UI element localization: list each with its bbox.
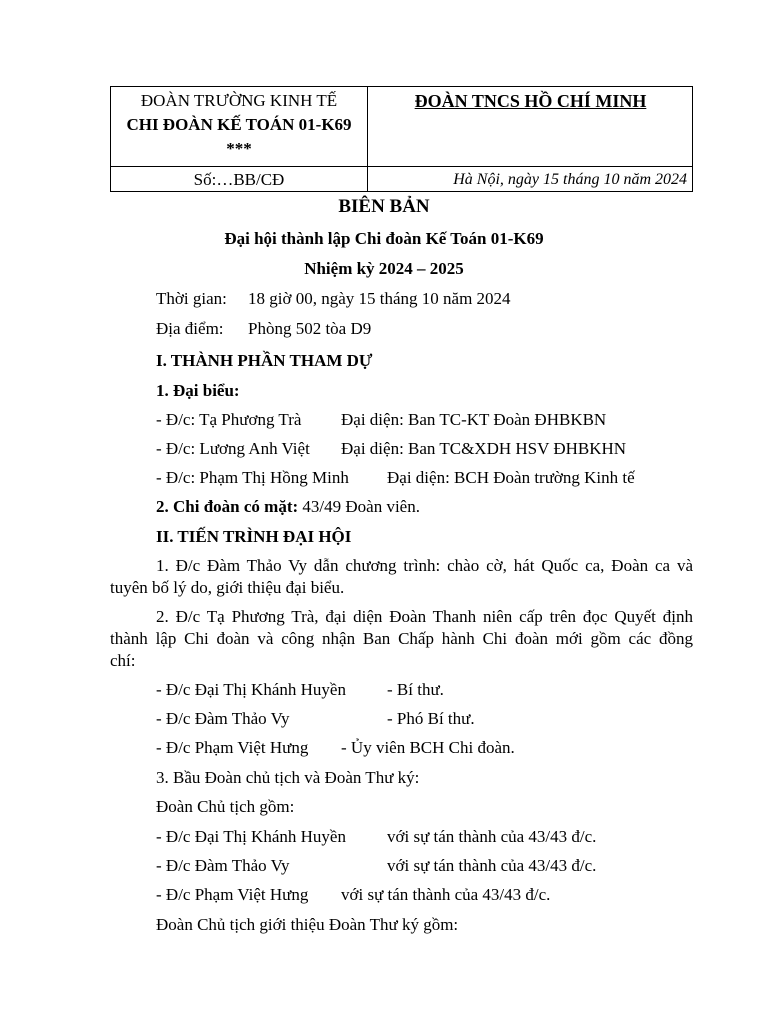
delegate-name: - Đ/c: Phạm Thị Hồng Minh (156, 468, 349, 487)
presidium-label: Đoàn Chủ tịch gồm: (156, 797, 295, 816)
doc-subtitle-2: Nhiệm kỳ 2024 – 2025 (304, 259, 464, 278)
committee-role: - Ủy viên BCH Chi đoàn. (341, 738, 515, 757)
item2-line1: 2. Đ/c Tạ Phương Trà, đại diện Đoàn Thanh niên cấp trên đọc Quyết định (156, 607, 693, 626)
attendance-value: 43/49 Đoàn viên. (298, 497, 420, 516)
section1-heading: I. THÀNH PHẦN THAM DỰ (156, 351, 373, 370)
item2-line3: chí: (110, 651, 136, 670)
org-name-line1: ĐOÀN TRƯỜNG KINH TẾ (140, 91, 338, 110)
item3: 3. Bầu Đoàn chủ tịch và Đoàn Thư ký: (156, 768, 420, 787)
org-stars: *** (226, 139, 252, 158)
place-label: Địa điểm: (156, 319, 224, 338)
committee-name: - Đ/c Phạm Việt Hưng (156, 738, 309, 757)
header-divider-horizontal (111, 166, 692, 167)
delegates-heading: 1. Đại biểu: (156, 381, 240, 400)
attendance-label: 2. Chi đoàn có mặt: (156, 497, 299, 516)
committee-role: - Bí thư. (387, 680, 444, 699)
doc-title: BIÊN BẢN (338, 196, 430, 217)
time-label: Thời gian: (156, 289, 227, 308)
union-title (369, 91, 692, 111)
union-title-text: ĐOÀN TNCS HỒ CHÍ MINH (414, 91, 647, 111)
delegate-name: - Đ/c: Tạ Phương Trà (156, 410, 302, 429)
presidium-name: - Đ/c Phạm Việt Hưng (156, 885, 309, 904)
item1-line2: tuyên bố lý do, giới thiệu đại biểu. (110, 578, 345, 597)
committee-name: - Đ/c Đại Thị Khánh Huyền (156, 680, 346, 699)
place-value: Phòng 502 tòa D9 (248, 319, 372, 338)
committee-name: - Đ/c Đàm Thảo Vy (156, 709, 290, 728)
item1-line1: 1. Đ/c Đàm Thảo Vy dẫn chương trình: chào cờ, hát Quốc ca, Đoàn ca và (156, 556, 693, 575)
section2-heading: II. TIẾN TRÌNH ĐẠI HỘI (156, 527, 352, 546)
attendance (156, 497, 420, 517)
item2-line2: thành lập Chi đoàn và công nhận Ban Chấp hành Chi đoàn mới gồm các đồng (110, 629, 693, 648)
place-date: Hà Nội, ngày 15 tháng 10 năm 2024 (453, 171, 687, 188)
doc-number: Số:…BB/CĐ (193, 170, 285, 189)
time-value: 18 giờ 00, ngày 15 tháng 10 năm 2024 (248, 289, 511, 308)
presidium-vote: với sự tán thành của 43/43 đ/c. (387, 827, 597, 846)
committee-role: - Phó Bí thư. (387, 709, 475, 728)
presidium-name: - Đ/c Đàm Thảo Vy (156, 856, 290, 875)
presidium-vote: với sự tán thành của 43/43 đ/c. (387, 856, 597, 875)
doc-subtitle-1: Đại hội thành lập Chi đoàn Kế Toán 01-K69 (224, 229, 544, 248)
org-name-line2: CHI ĐOÀN KẾ TOÁN 01-K69 (126, 115, 352, 134)
header-table (110, 86, 693, 192)
delegate-role: Đại diện: Ban TC-KT Đoàn ĐHBKBN (341, 410, 607, 429)
header-divider-vertical (367, 87, 368, 191)
presidium-name: - Đ/c Đại Thị Khánh Huyền (156, 827, 346, 846)
delegate-role: Đại diện: Ban TC&XDH HSV ĐHBKHN (341, 439, 627, 458)
delegate-role: Đại diện: BCH Đoàn trường Kinh tế (387, 468, 635, 487)
delegate-name: - Đ/c: Lương Anh Việt (156, 439, 310, 458)
secretariat-intro: Đoàn Chủ tịch giới thiệu Đoàn Thư ký gồm: (156, 915, 459, 934)
presidium-vote: với sự tán thành của 43/43 đ/c. (341, 885, 551, 904)
